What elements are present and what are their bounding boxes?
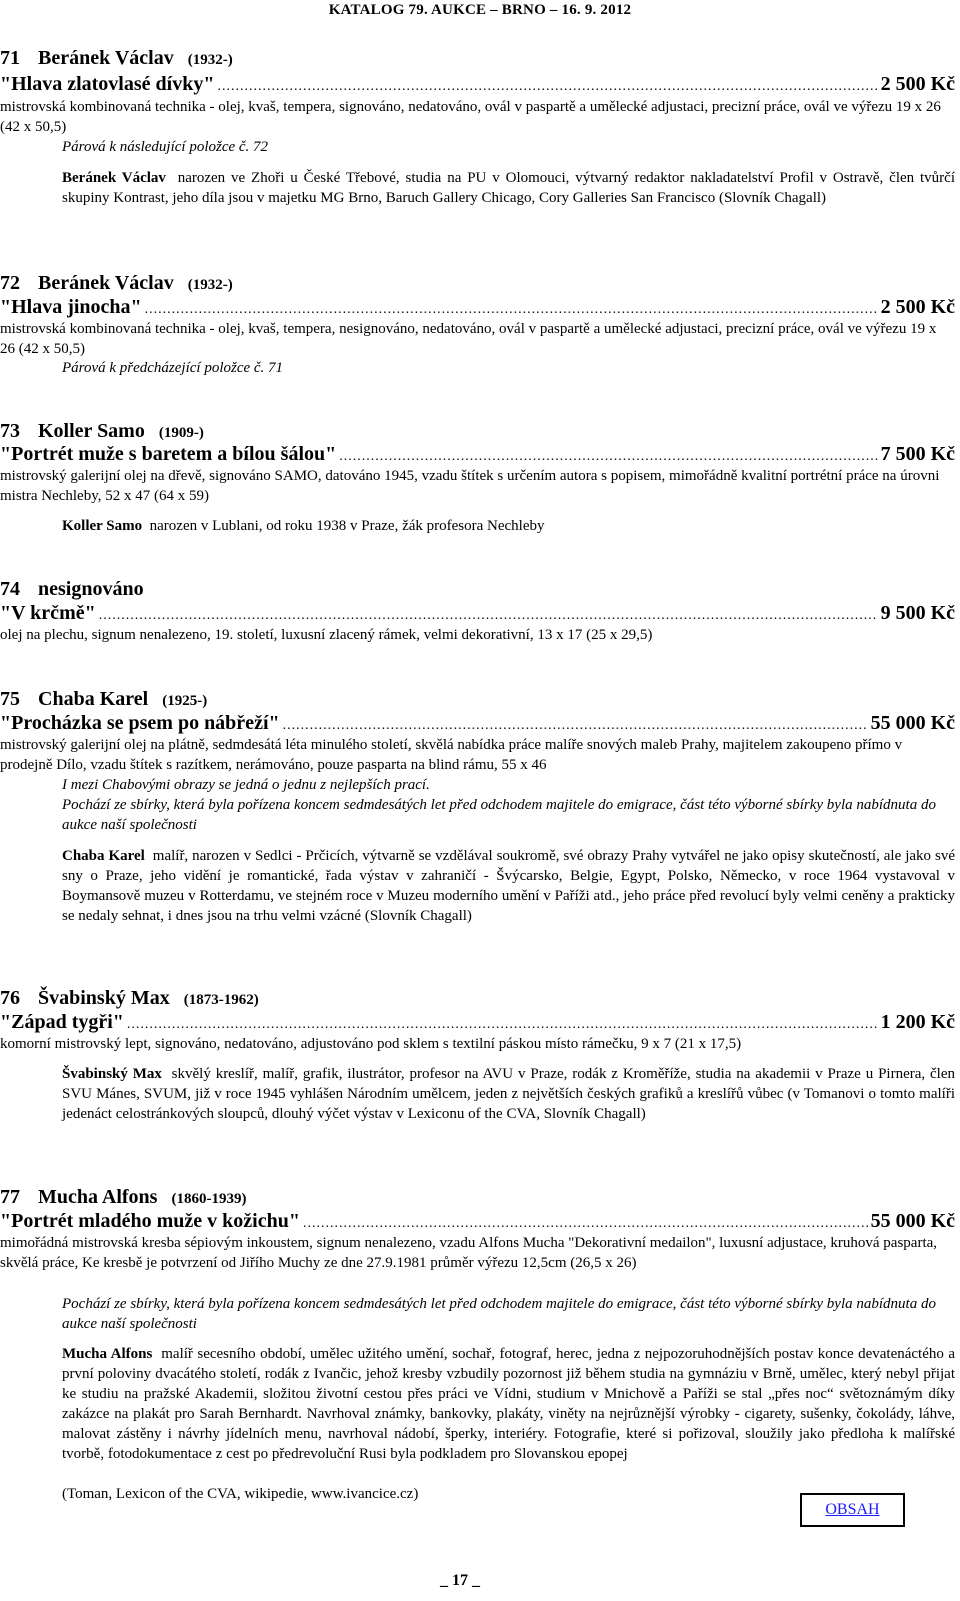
lot-heading (0, 272, 233, 295)
lot-note: I mezi Chabovými obrazy se jedná o jednu z nejlepších prací. (62, 777, 430, 793)
lot-title: "V krčmě" (0, 602, 96, 624)
lot-description: mistrovská kombinovaná technika - olej, kvaš, tempera, signováno, nedatováno, ovál v paspartě a umělecké adjustaci, precizní práce, ovál ve výřezu 19 x 26 (42 x 50,5) (0, 99, 941, 135)
bio-sources: (Toman, Lexicon of the CVA, wikipedie, www.ivancice.cz) (62, 1486, 419, 1502)
lot-heading (0, 578, 144, 601)
lot-number: 72 (0, 272, 20, 294)
lot-heading (0, 688, 207, 711)
bio-text: malíř secesního období, umělec užitého umění, sochař, fotograf, herec, jedna z nejpozoruhodnějších postav konce devatenáctého a první poloviny dvacátého století, rodák z Ivančic, jehož kresby vzbudily pozornost již během studia na gymnáziu v Brně, umělec, který nebyl přijat ke studiu na pražské Akademii, složitou životní cestou přes práci ve Vídni, studium v Mnichově a Paříži se stal „přes noc“ světoznámým díky zakázce na plakát pro Sarah Bernhardt. Navrhoval známky, bankovky, plakáty, viněty na nejrůznější výrobky - cigarety, sušenky, čokolády, láhve, malovat zástěny i návrhy jídelních menu, navrhoval nádobí, šperky, interiéry. Fotografie, které si pořizoval, sloužily jako předloha k malířské tvorbě, fotodokumentace z cest po předrevoluční Rusi byla podkladem pro Slovanskou epopej (62, 1346, 955, 1462)
lot-title-line (0, 1011, 955, 1034)
lot-artist: Koller Samo (38, 420, 145, 442)
lot-price: 2 500 Kč (880, 296, 955, 318)
leader-dots (127, 1017, 878, 1033)
leader-dots (339, 449, 877, 465)
lot-note: Párová k následující položce č. 72 (62, 139, 269, 155)
lot-heading (0, 987, 259, 1010)
lot-heading (0, 1186, 246, 1209)
lot-title: "Hlava zlatovlasé dívky" (0, 73, 215, 95)
lot-note: Párová k předcházející položce č. 71 (62, 360, 284, 376)
bio-name: Chaba Karel (62, 848, 145, 864)
artist-bio (62, 846, 955, 926)
bio-text: narozen ve Zhoři u České Třebové, studia na PU v Olomouci, výtvarný redaktor nakladatelství Profil v Ostravě, člen tvůrčí skupiny Kontrast, jeho díla jsou v majetku MG Brno, Baruch Gallery Chicago, Cory Galleries San Francisco (Slovník Chagall) (62, 170, 955, 206)
lot-dates: (1932-) (187, 277, 233, 293)
lot-number: 71 (0, 47, 20, 69)
lot-price: 7 500 Kč (880, 443, 955, 465)
lot-heading (0, 47, 233, 70)
lot-description: mistrovská kombinovaná technika - olej, kvaš, tempera, nesignováno, nedatováno, ovál v paspartě a umělecké adjustaci, precizní práce, ovál ve výřezu 19 x 26 (42 x 50,5) (0, 321, 937, 357)
lot-note: Pochází ze sbírky, která byla pořízena koncem sedmdesátých let před odchodem majitele do emigrace, část této výborné sbírky byla nabídnuta do aukce naší společnosti (62, 1296, 936, 1332)
lot-heading (0, 420, 204, 443)
lot-number: 75 (0, 688, 20, 710)
artist-bio (62, 1064, 955, 1124)
lot-number: 77 (0, 1186, 20, 1208)
leader-dots (303, 1216, 868, 1232)
lot-price: 2 500 Kč (880, 73, 955, 95)
artist-bio (62, 516, 955, 536)
lot-title-line (0, 73, 955, 96)
lot-description: komorní mistrovský lept, signováno, nedatováno, adjustováno pod sklem s textilní páskou místo rámečku, 9 x 7 (21 x 17,5) (0, 1036, 742, 1052)
lot-dates: (1909-) (158, 425, 204, 441)
lot-number: 76 (0, 987, 20, 1009)
lot-title: "Procházka se psem po nábřeží" (0, 712, 280, 734)
lot-description: mimořádná mistrovská kresba sépiovým inkoustem, signum nenalezeno, vzadu Alfons Mucha "Dekorativní medailon", luxusní adjustace, kruhová paspartа, skvělá práce, Ke kresbě je potvrzení od Jiřího Muchy ze dne 27.9.1981 průměr výřezu 12,5cm (26,5 x 26) (0, 1235, 938, 1271)
lot-artist: nesignováno (38, 578, 144, 600)
lot-dates: (1925-) (162, 693, 208, 709)
artist-bio (62, 168, 955, 208)
bio-name: Mucha Alfons (62, 1346, 153, 1362)
lot-description: mistrovský galerijní olej na plátně, sedmdesátá léta minulého století, skvělá nabídka práce malíře snových maleb Prahy, majitelem zakoupeno přímo v prodejně Dílo, vzadu štítek s razítkem, nerámováno, pouze paspartа na blind rámu, 55 x 46 (0, 737, 903, 773)
lot-dates: (1932-) (187, 52, 233, 68)
lot-description: olej na plechu, signum nenalezeno, 19. století, luxusní zlacený rámek, velmi dekorativní, 13 x 17 (25 x 29,5) (0, 627, 653, 643)
lot-price: 55 000 Kč (870, 1210, 955, 1232)
bio-name: Beránek Václav (62, 170, 166, 186)
lot-price: 9 500 Kč (880, 602, 955, 624)
lot-title: "Portrét mladého muže v kožichu" (0, 1210, 300, 1232)
bio-text: malíř, narozen v Sedlci - Prčicích, výtvarně se vzdělával soukromě, své obrazy Prahy vytvářel ne jako opisy skutečností, ale jako své sny o Praze, jeho vidění je romantické, řada výstav v zahraničí - Švýcarsko, Belgie, Egypt, Polsko, Německo, v roce 1964 vystavoval v Boymansově muzeu v Rotterdamu, ve stejném roce v Muzeu moderního umění v Paříži atd., jeho práce před revolucí byly velmi ceněny a prakticky se nedaly sehnat, i dnes jsou na trhu velmi vzácné (Slovník Chagall) (62, 848, 955, 924)
lot-title-line (0, 1210, 955, 1233)
lot-price: 1 200 Kč (880, 1011, 955, 1033)
leader-dots (145, 302, 878, 318)
lot-note: Pochází ze sbírky, která byla pořízena koncem sedmdesátých let před odchodem majitele do emigrace, část této výborné sbírky byla nabídnuta do aukce naší společnosti (62, 797, 936, 833)
lot-title: "Portrét muže s baretem a bílou šálou" (0, 443, 337, 465)
leader-dots (99, 608, 878, 624)
bio-text: skvělý kreslíř, malíř, grafik, ilustrátor, profesor na AVU v Praze, rodák z Kroměříže, studia na akademii v Praze u Pirnera, člen SVU Mánes, SVUM, již v roce 1945 vyhlášen Národním umělcem, jeden z největších českých grafiků a kreslířů vůbec (v Tomanovi o tomto malíři jedenáct celostránkových sloupců, dlouhý výčet výstav v Lexiconu of the CVA, Slovník Chagall) (62, 1066, 955, 1122)
bio-text: narozen v Lublani, od roku 1938 v Praze, žák profesora Nechleby (149, 518, 545, 534)
lot-title-line (0, 602, 955, 625)
page-number: _ 17 _ (440, 1572, 480, 1589)
lot-artist: Beránek Václav (38, 47, 174, 69)
lot-number: 74 (0, 578, 20, 600)
lot-number: 73 (0, 420, 20, 442)
artist-bio (62, 1344, 955, 1464)
lot-title-line (0, 443, 955, 466)
lot-artist: Chaba Karel (38, 688, 149, 710)
lot-title: "Západ tygři" (0, 1011, 124, 1033)
lot-artist: Švabinský Max (38, 987, 170, 1009)
bio-name: Švabinský Max (62, 1066, 162, 1082)
obsah-link[interactable]: OBSAH (800, 1493, 905, 1527)
lot-description: mistrovský galerijní olej na dřevě, signováno SAMO, datováno 1945, vzadu štítek s určením autora s popisem, mimořádně kvalitní portrétní práce na úrovni mistra Nechleby, 52 x 47 (64 x 59) (0, 468, 940, 504)
lot-price: 55 000 Kč (870, 712, 955, 734)
leader-dots (217, 79, 877, 95)
catalog-header: KATALOG 79. AUKCE – BRNO – 16. 9. 2012 (328, 2, 632, 18)
lot-title-line (0, 712, 955, 735)
lot-artist: Beránek Václav (38, 272, 174, 294)
lot-title: "Hlava jinocha" (0, 296, 142, 318)
leader-dots (283, 718, 868, 734)
lot-dates: (1873-1962) (183, 992, 259, 1008)
lot-artist: Mucha Alfons (38, 1186, 158, 1208)
bio-name: Koller Samo (62, 518, 143, 534)
lot-title-line (0, 296, 955, 319)
lot-dates: (1860-1939) (171, 1191, 247, 1207)
